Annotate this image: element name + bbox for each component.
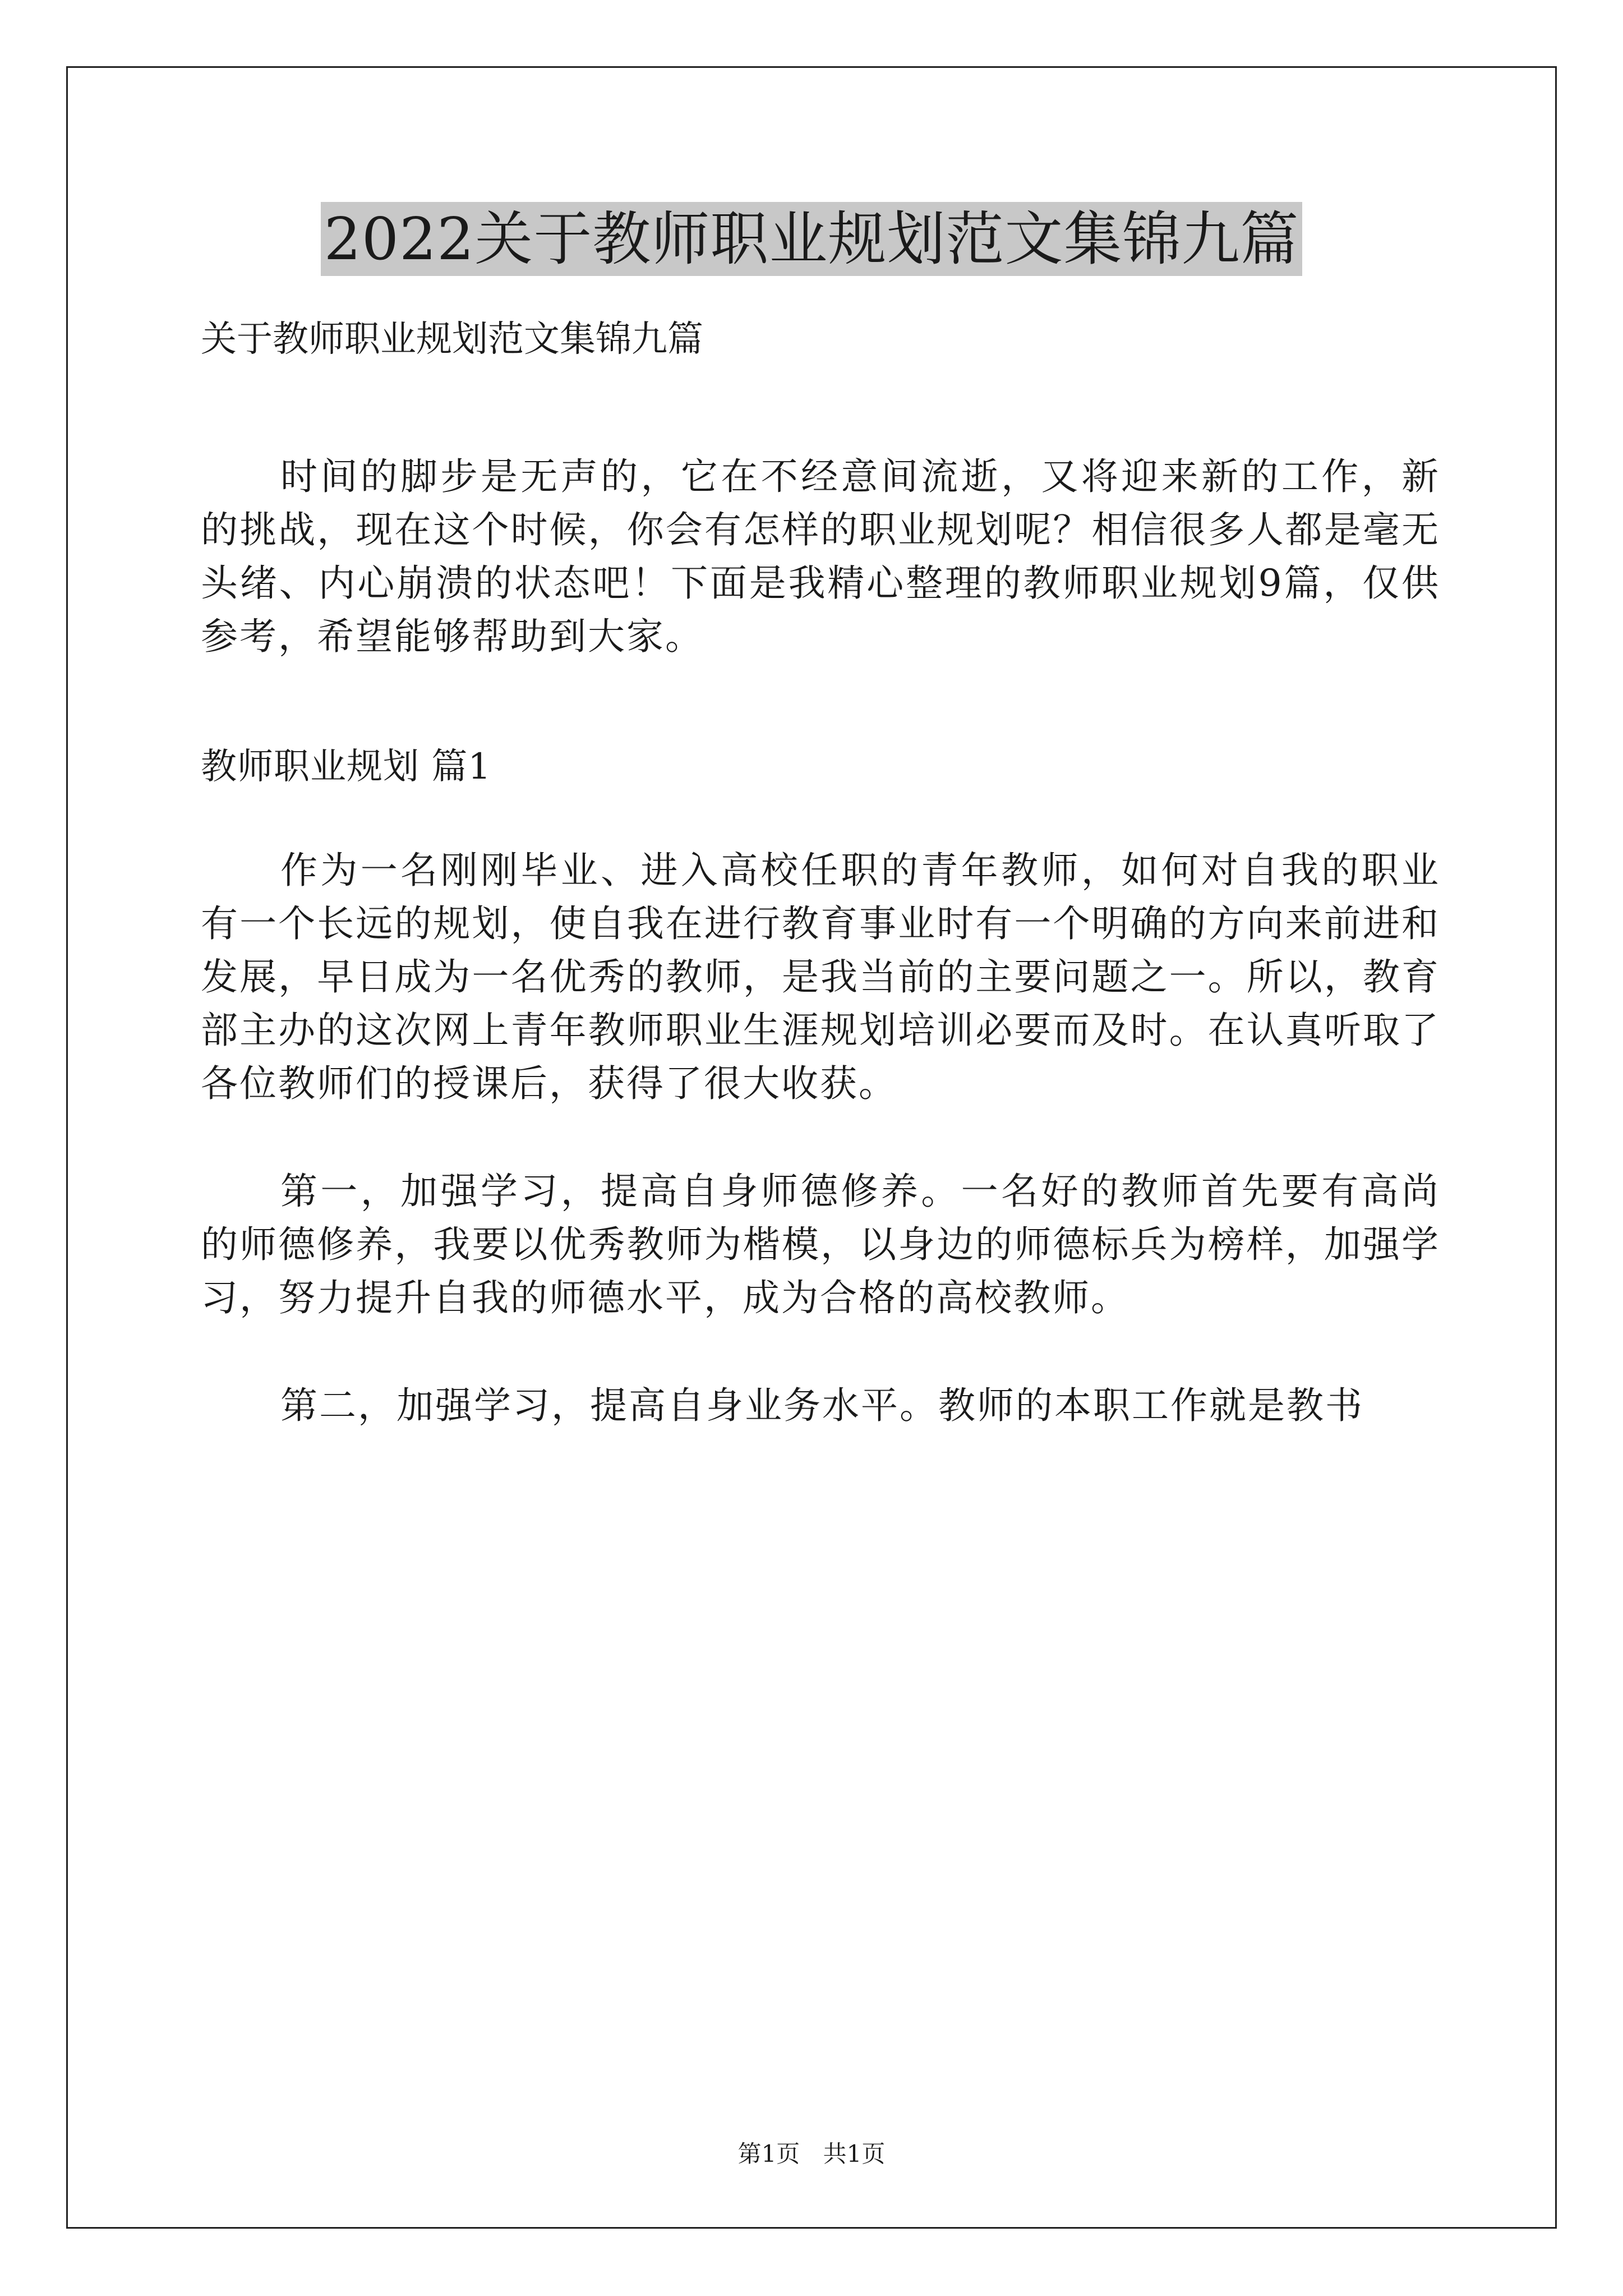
title-container xyxy=(0,202,1623,276)
body-paragraph-1: 作为一名刚刚毕业、进入高校任职的青年教师，如何对自我的职业有一个长远的规划，使自我在进行教育事业时有一个明确的方向来前进和发展，早日成为一名优秀的教师，是我当前的主要问题之一。所以，教育部主办的这次网上青年教师职业生涯规划培训必要而及时。在认真听取了各位教师们的授课后，获得了很大收获。 xyxy=(201,849,1440,1105)
body-paragraph-2: 第一，加强学习，提高自身师德修养。一名好的教师首先要有高尚的师德修养，我要以优秀教师为楷模，以身边的师德标兵为榜样，加强学习，努力提升自我的师德水平，成为合格的高校教师。 xyxy=(201,1170,1440,1319)
page-total: 共1页 xyxy=(823,2140,886,2168)
page-footer xyxy=(0,2138,1623,2170)
body-paragraph-3: 第二，加强学习，提高自身业务水平。教师的本职工作就是教书 xyxy=(280,1384,1364,1427)
document-title: 2022关于教师职业规划范文集锦九篇 xyxy=(321,202,1303,276)
document-body xyxy=(201,450,1440,1487)
document-subtitle: 关于教师职业规划范文集锦九篇 xyxy=(201,319,703,360)
intro-paragraph: 时间的脚步是无声的，它在不经意间流逝，又将迎来新的工作，新的挑战，现在这个时候，你会有怎样的职业规划呢？相信很多人都是毫无头绪、内心崩溃的状态吧！下面是我精心整理的教师职业规划9篇，仅供参考，希望能够帮助到大家。 xyxy=(201,455,1440,658)
page-number: 第1页 xyxy=(737,2140,800,2168)
section-heading: 教师职业规划 篇1 xyxy=(201,746,492,788)
